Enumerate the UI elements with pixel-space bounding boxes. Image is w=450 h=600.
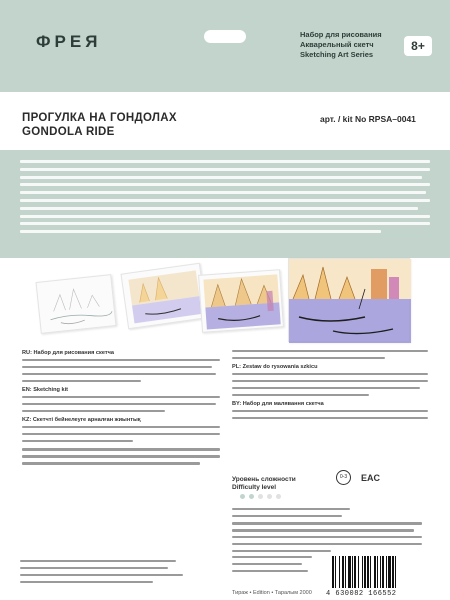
composition-line (232, 350, 428, 352)
note-line (232, 570, 308, 572)
note-line (20, 581, 153, 583)
difficulty-dots (240, 494, 281, 499)
print-block (232, 556, 312, 577)
barcode-bar (348, 556, 351, 588)
age-warning-icon: 0-3 (336, 470, 351, 485)
sketch-step-1 (35, 274, 116, 334)
barcode-bar (388, 556, 391, 588)
description-line (20, 183, 430, 186)
barcode-bar (345, 556, 346, 588)
barcode-bar (386, 556, 387, 588)
edition-text: Тираж • Edition • Таралым 2000 (232, 590, 312, 596)
composition-line (22, 410, 165, 412)
composition-kz-heading: KZ: Скетчті бейнелеуге арналған жиынтық (22, 416, 141, 423)
description-line (20, 222, 430, 225)
difficulty-dot (267, 494, 272, 499)
barcode-bar (332, 556, 334, 588)
barcode-bar (374, 556, 376, 588)
note-line (232, 508, 350, 510)
notes (232, 508, 422, 557)
note-line (232, 522, 422, 524)
brand-logo: ФРЕЯ (36, 32, 102, 51)
sketch-outline-icon (37, 275, 118, 335)
barcode-bar (380, 556, 381, 588)
composition-by-heading: BY: Набор для малявання скетча (232, 400, 324, 407)
barcode-bar (335, 556, 336, 588)
composition-en-heading: EN: Sketching kit (22, 386, 69, 393)
watercolor-sketch-icon (199, 270, 285, 334)
description-line (20, 199, 430, 202)
description-line (20, 215, 430, 218)
certifications (336, 470, 380, 485)
difficulty-dot (249, 494, 254, 499)
note-line (232, 550, 331, 552)
barcode-bar (377, 556, 378, 588)
composition-line (22, 373, 216, 375)
description-line (20, 176, 422, 179)
barcode-bar (352, 556, 353, 588)
composition-line (22, 448, 220, 450)
gondola-painting-icon (289, 259, 411, 343)
difficulty-dot (276, 494, 281, 499)
composition-line (232, 394, 369, 396)
difficulty-label (232, 476, 296, 492)
eac-mark: EAC (361, 472, 381, 483)
composition-line (232, 357, 385, 359)
note-line (232, 536, 422, 538)
composition-line (22, 433, 220, 435)
note-line (232, 556, 312, 558)
composition-line (232, 387, 420, 389)
barcode-icon (330, 556, 430, 592)
composition-line (22, 462, 200, 464)
barcode-digits: 4 630082 166552 (326, 590, 397, 598)
legal-block (20, 560, 210, 588)
note-line (232, 563, 302, 565)
series-line-3: Sketching Art Series (300, 50, 374, 59)
series-line-1: Набор для рисования (300, 30, 382, 39)
description-line (20, 191, 426, 194)
top-header (0, 0, 450, 92)
composition-line (22, 440, 133, 442)
composition-line (22, 366, 212, 368)
watercolor-sketch-icon (122, 264, 209, 331)
age-badge: 8+ (404, 36, 432, 56)
barcode-bar (362, 556, 363, 588)
composition-left (22, 350, 220, 469)
description-line (20, 160, 430, 163)
note-line (232, 543, 422, 545)
note-line (20, 567, 168, 569)
difficulty-dot (258, 494, 263, 499)
barcode-bar (395, 556, 396, 588)
barcode-bar (358, 556, 359, 588)
composition-line (22, 403, 216, 405)
series-info (300, 30, 410, 60)
description-line (20, 168, 430, 171)
composition-line (232, 373, 428, 375)
series-line-2: Акварельный скетч (300, 40, 374, 49)
title-ru: ПРОГУЛКА НА ГОНДОЛАХ (22, 112, 177, 124)
composition-line (22, 380, 141, 382)
composition-right (232, 350, 428, 424)
barcode-bar (370, 556, 371, 588)
composition-line (22, 426, 220, 428)
composition-line (22, 455, 220, 457)
description-line (20, 207, 418, 210)
sketch-step-2 (120, 263, 207, 330)
barcode-bar (392, 556, 394, 588)
barcode-bar (354, 556, 356, 588)
composition-ru-heading: RU: Набор для рисования скетча (22, 350, 114, 356)
difficulty-label-en: Difficulty level (232, 484, 277, 491)
composition-line (22, 396, 220, 398)
sketch-steps (0, 258, 450, 346)
sketch-final (288, 258, 410, 342)
sketch-step-3 (198, 269, 284, 333)
description-line (20, 230, 381, 233)
note-line (20, 574, 183, 576)
difficulty-label-ru: Уровень сложности (232, 476, 296, 483)
article-number: арт. / kit No RPSA–0041 (320, 114, 416, 124)
composition-line (232, 417, 428, 419)
description-band (0, 150, 450, 258)
barcode-bar (367, 556, 369, 588)
composition-line (232, 410, 428, 412)
composition-line (22, 359, 220, 361)
note-line (20, 560, 176, 562)
barcode-bar (342, 556, 344, 588)
barcode-bar (364, 556, 366, 588)
barcode-bar (339, 556, 340, 588)
composition-pl-heading: PL: Zestaw do rysowania szkicu (232, 363, 318, 370)
title-en: GONDOLA RIDE (22, 126, 115, 138)
note-line (232, 515, 342, 517)
difficulty-dot (240, 494, 245, 499)
barcode-bar (382, 556, 384, 588)
hang-hole (204, 30, 246, 43)
note-line (232, 529, 414, 531)
composition-line (232, 380, 428, 382)
